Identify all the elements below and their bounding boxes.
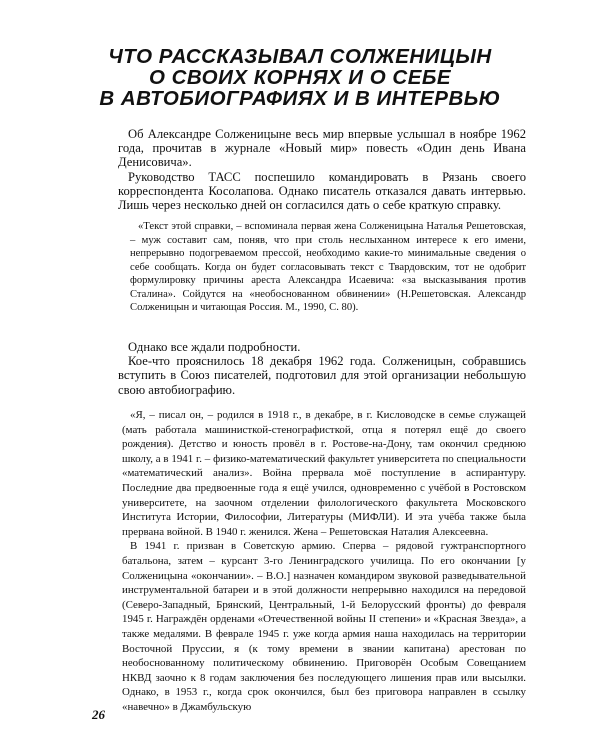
- quote-autobiography: [122, 408, 526, 714]
- title-line-2: О СВОИХ КОРНЯХ И О СЕБЕ: [148, 66, 452, 89]
- middle-paragraph-2: Кое-что прояснилось 18 декабря 1962 года. Солженицын, собравшись вступить в Союз писателей, подготовил для этой организации небольшую свою автобиографию.: [118, 354, 526, 397]
- autobiography-paragraph-2: В 1941 г. призван в Советскую армию. Сперва – рядовой гужтранспортного батальона, затем – курсант 3-го Ленинградского училища. По его окончании [у Солженицына «окончании». – В.О.] назначен командиром звуковой разведывательной инструментальной батареи и в этой должности непрерывно находился на передовой (Северо-Западный, Брянский, Центральный, 1-й Белорусский фронты) до февраля 1945 г. Награждён орденами «Отечественной войны II степени» и «Красная Звезда», а также медалями. В феврале 1945 г. уже когда армия наша находилась на территории Восточной Пруссии, я (к тому времени в звании капитана) арестован по необоснованному политическому обвинению. Приговорён Особым Совещанием НКВД заочно к 8 годам заключения без последующего лишения прав или высылки. Однако, в 1953 г., когда срок окончился, был без приговора направлен в ссылку «навечно» в Джамбульскую: [122, 540, 526, 713]
- intro-paragraph-1: Об Александре Солженицыне весь мир впервые услышал в ноябре 1962 года, прочитав в журнале «Новый мир» повесть «Один день Ивана Денисовича».: [118, 127, 526, 170]
- quote-reshetovskaya: [130, 220, 526, 315]
- autobiography-paragraph-1: «Я, – писал он, – родился в 1918 г., в декабре, в г. Кисловодске в семье служащей (мать работала машинисткой-стенографисткой, отца я потерял ещё до своего рождения). Детство и юность провёл в г. Ростове-на-Дону, там окончил среднюю школу, а в 1941 г. – физико-математический факультет университета по специальности «математический анализ». Война прервала моё поступление в аспирантуру. Последние два предвоенные года я ещё учился, одновременно с учёбой в Ростовском университете, на заочном отделении филологического факультета Московского Института Истории, Философии, Литературы (МИФЛИ). И эта учёба также была прервана войной. В 1940 г. женился. Жена – Решетовская Наталия Алексеевна.: [122, 409, 526, 538]
- quote-paragraph: «Текст этой справки, – вспоминала первая жена Солженицына Наталья Решетовская, – муж составит сам, поняв, что при столь неслыханном интересе к его имени, непрерывно подогреваемом прессой, необходимо какие-то минимальные сведения о себе сообщать. Когда он будет согласовывать текст с Твардовским, тот не одобрит формулировку причины ареста Александра Исаевича: «за высказывания против Сталина». Сойдутся на «необоснованном обвинении» (Н.Решетовская. Александр Солженицын и читающая Россия. М., 1990, С. 80).: [130, 221, 526, 313]
- intro-paragraph-2: Руководство ТАСС поспешило командировать в Рязань своего корреспондента Косолапова. Однако писатель отказался давать интервью. Лишь через несколько дней он согласился дать о себе краткую справку.: [118, 169, 526, 213]
- page-number: 26: [92, 707, 105, 722]
- title-line-3: В АВТОБИОГРАФИЯХ И В ИНТЕРВЬЮ: [99, 87, 501, 110]
- intro-section: [118, 127, 526, 212]
- title-line-1: ЧТО РАССКАЗЫВАЛ СОЛЖЕНИЦЫН: [108, 45, 492, 68]
- middle-paragraph-1: Однако все ждали подробности.: [128, 340, 301, 354]
- middle-section: [118, 340, 526, 397]
- chapter-title: [40, 46, 560, 109]
